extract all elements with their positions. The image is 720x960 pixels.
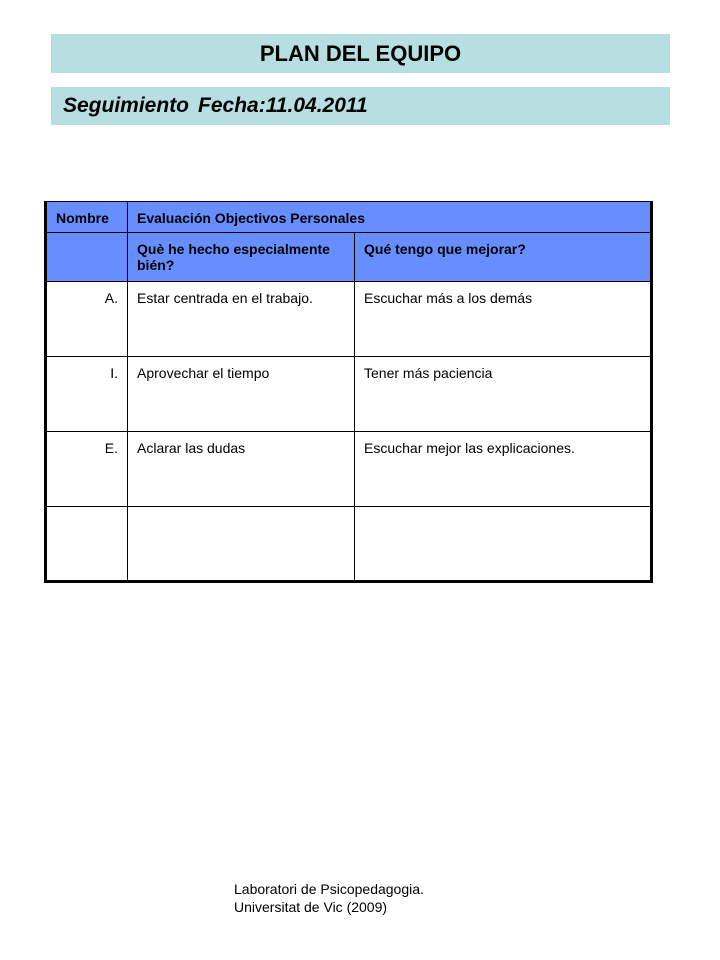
row-name: A. bbox=[46, 282, 128, 357]
row-name bbox=[46, 507, 128, 582]
row-done bbox=[128, 507, 355, 582]
table-subheader-row bbox=[46, 233, 652, 282]
page-title-banner bbox=[51, 34, 670, 73]
row-name: E. bbox=[46, 432, 128, 507]
header-empty bbox=[46, 233, 128, 282]
row-done: Estar centrada en el trabajo. bbox=[128, 282, 355, 357]
footer-line-1: Laboratori de Psicopedagogia. bbox=[234, 881, 424, 897]
row-improve: Tener más paciencia bbox=[355, 357, 652, 432]
table-row bbox=[46, 432, 652, 507]
table-header-row bbox=[46, 202, 652, 233]
header-improve: Qué tengo que mejorar? bbox=[355, 233, 652, 282]
table-row bbox=[46, 282, 652, 357]
header-evaluation: Evaluación Objectivos Personales bbox=[128, 202, 652, 233]
row-done: Aprovechar el tiempo bbox=[128, 357, 355, 432]
header-name: Nombre bbox=[46, 202, 128, 233]
footer-line-2: Universitat de Vic (2009) bbox=[234, 899, 388, 915]
table-row bbox=[46, 357, 652, 432]
row-improve bbox=[355, 507, 652, 582]
subtitle-banner bbox=[51, 87, 670, 125]
footer-credit bbox=[234, 880, 424, 916]
page-title: PLAN DEL EQUIPO bbox=[259, 41, 462, 66]
row-improve: Escuchar mejor las explicaciones. bbox=[355, 432, 652, 507]
header-done: Què he hecho especialmente bién? bbox=[128, 233, 355, 282]
row-done: Aclarar las dudas bbox=[128, 432, 355, 507]
subtitle-label: Seguimiento bbox=[63, 94, 190, 117]
table-row-empty bbox=[46, 507, 652, 582]
row-name: I. bbox=[46, 357, 128, 432]
subtitle-date: Fecha:11.04.2011 bbox=[198, 94, 368, 117]
row-improve: Escuchar más a los demás bbox=[355, 282, 652, 357]
evaluation-table bbox=[44, 201, 653, 583]
